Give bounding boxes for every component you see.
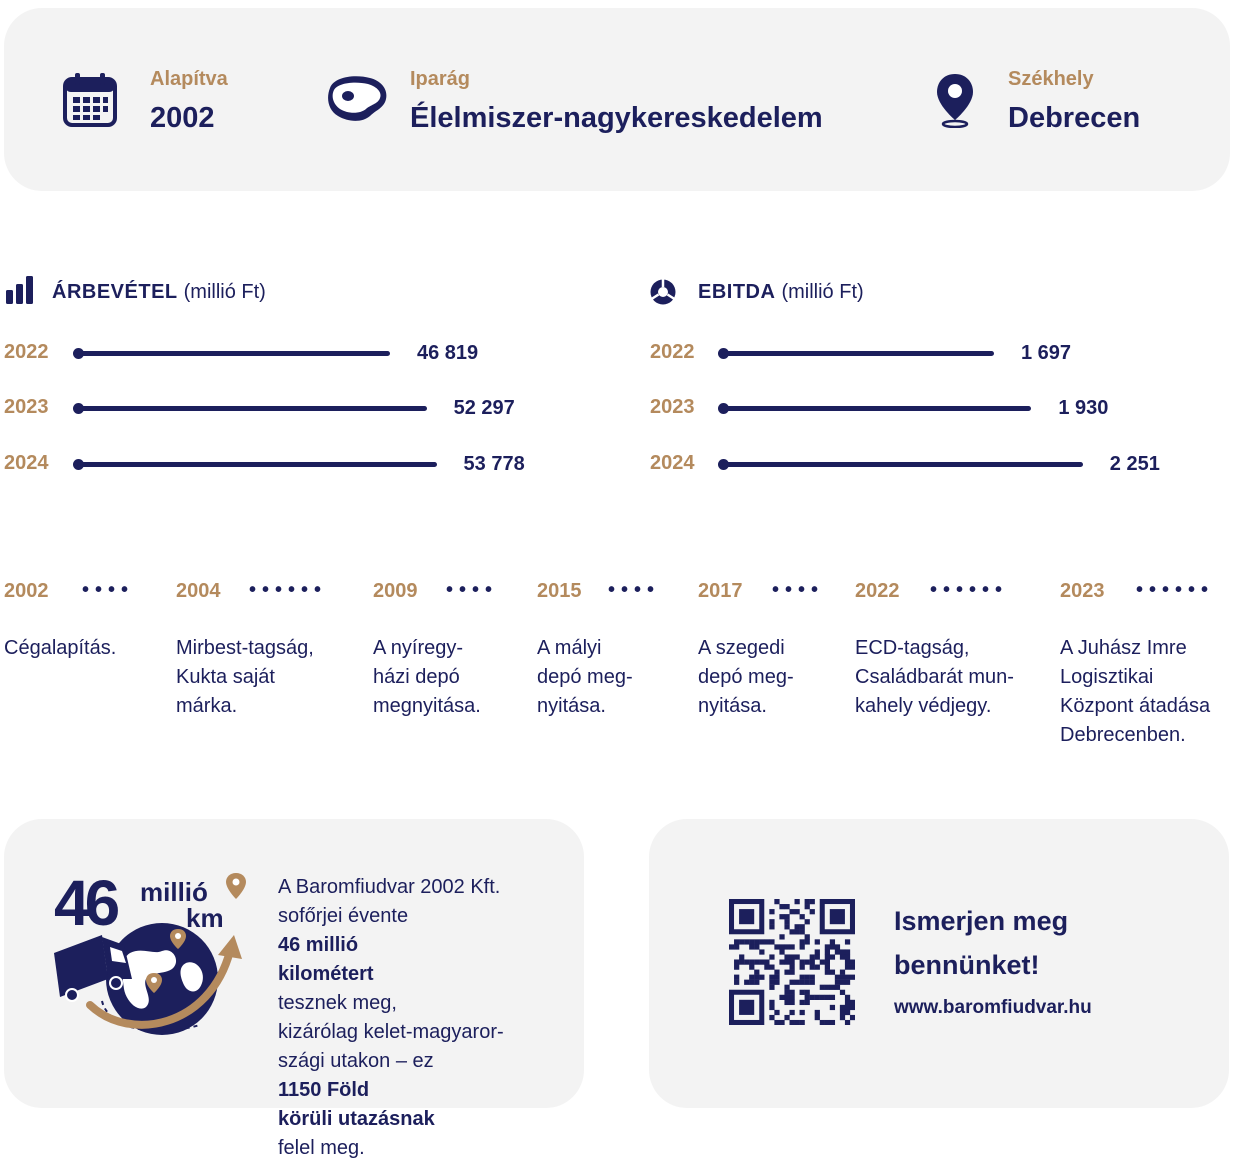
timeline-description-line: Debrecenben. [1060, 724, 1186, 746]
map-pin-icon [934, 72, 976, 128]
revenue-bar-row [4, 341, 604, 365]
globe-truck-logo [50, 867, 250, 1047]
ebitda-bar-row [650, 341, 1235, 365]
cta-card [649, 819, 1229, 1108]
timeline-connector-dots: •••• [608, 579, 661, 601]
qr-code-icon[interactable] [729, 899, 855, 1025]
timeline-description [1060, 634, 1210, 750]
revenue-bar-row [4, 396, 604, 420]
revenue-title [52, 281, 266, 304]
timeline-connector-dots: •••••• [249, 579, 328, 601]
timeline-connector-dots: •••••• [930, 579, 1009, 601]
km-description-text: sofőrjei évente [278, 905, 409, 927]
founded-label: Alapítva [150, 68, 228, 90]
revenue-title-main: ÁRBEVÉTEL [52, 281, 178, 303]
timeline-description-line: Családbarát mun- [855, 666, 1014, 688]
timeline-year: 2017 [698, 580, 743, 602]
steak-icon [324, 74, 390, 124]
revenue-bar [77, 406, 427, 411]
km-description-line [278, 1018, 578, 1047]
bar-chart-icon [6, 276, 34, 304]
revenue-bar [77, 351, 390, 356]
km-description [278, 873, 578, 1163]
timeline-description-line: A mályi [537, 637, 602, 659]
hq-label: Székhely [1008, 68, 1094, 90]
ebitda-bar-year: 2023 [650, 396, 695, 418]
logo-word: millió [140, 877, 208, 907]
hq-item [904, 8, 1224, 191]
revenue-bar-year: 2022 [4, 341, 49, 363]
timeline-description-line: megnyitása. [373, 695, 481, 717]
hq-value: Debrecen [1008, 102, 1141, 134]
logo-number: 46 [54, 867, 116, 939]
revenue-bar-value: 52 297 [453, 397, 515, 419]
timeline-description-line: Mirbest-tagság, [176, 637, 314, 659]
timeline-description [698, 634, 794, 721]
km-description-highlight: kilométert [278, 963, 374, 985]
ebitda-title-unit: (millió Ft) [781, 281, 864, 303]
logo-unit: km [186, 903, 224, 933]
timeline-connector-dots: •••• [82, 579, 135, 601]
website-link[interactable]: www.baromfiudvar.hu [894, 997, 1092, 1018]
km-description-line [278, 902, 578, 960]
timeline-description-line: Logisztikai [1060, 666, 1154, 688]
pie-chart-icon [649, 278, 677, 306]
km-description-highlight: körüli utazásnak [278, 1108, 435, 1130]
ebitda-bar-row [650, 452, 1235, 476]
km-description-text: tesznek meg, [278, 992, 397, 1014]
timeline-description [176, 634, 314, 721]
founded-item [4, 8, 304, 191]
timeline-year: 2022 [855, 580, 900, 602]
timeline-description-line: depó meg- [537, 666, 633, 688]
ebitda-title [698, 281, 864, 304]
km-description-highlight: 46 millió [278, 934, 359, 956]
km-card [4, 819, 584, 1159]
ebitda-bar-value: 1 697 [1021, 342, 1072, 364]
ebitda-bar-year: 2024 [650, 452, 695, 474]
timeline-year: 2023 [1060, 580, 1105, 602]
timeline-description-line: depó meg- [698, 666, 794, 688]
cta-title-line-1: Ismerjen meg [894, 906, 1069, 936]
revenue-bar-value: 46 819 [417, 342, 479, 364]
ebitda-bar [722, 351, 994, 356]
ebitda-bar [722, 462, 1083, 467]
revenue-bar-row [4, 452, 604, 476]
timeline-description-line: Cégalapítás. [4, 637, 117, 659]
timeline-description-line: A nyíregy- [373, 637, 464, 659]
km-description-line [278, 960, 578, 1018]
timeline-connector-dots: •••••• [1136, 579, 1215, 601]
timeline-year: 2009 [373, 580, 418, 602]
ebitda-bar-value: 1 930 [1058, 397, 1109, 419]
timeline-year: 2002 [4, 580, 49, 602]
ebitda-bar-value: 2 251 [1109, 453, 1160, 475]
revenue-bar-year: 2023 [4, 396, 49, 418]
timeline-description-line: márka. [176, 695, 238, 717]
ebitda-bar-row [650, 396, 1235, 420]
timeline-description [537, 634, 633, 721]
timeline-description-line: A szegedi [698, 637, 785, 659]
timeline-connector-dots: •••• [772, 579, 825, 601]
revenue-bar [77, 462, 437, 467]
industry-value: Élelmiszer-nagykereskedelem [410, 102, 823, 134]
timeline-description [373, 634, 481, 721]
km-description-text: kizárólag kelet-magyaror- [278, 1021, 504, 1043]
timeline-description-line: ECD-tagság, [855, 637, 970, 659]
km-description-highlight: 1150 Föld [278, 1079, 370, 1101]
timeline-description [4, 634, 116, 663]
km-description-text: szági utakon – ez [278, 1050, 434, 1072]
revenue-title-unit: (millió Ft) [183, 281, 266, 303]
timeline-description-line: Központ átadása [1060, 695, 1211, 717]
ebitda-title-main: EBITDA [698, 281, 776, 303]
timeline-description-line: kahely védjegy. [855, 695, 992, 717]
km-description-text: felel meg. [278, 1137, 365, 1159]
timeline-year: 2004 [176, 580, 221, 602]
timeline-description-line: nyitása. [537, 695, 606, 717]
km-description-text: A Baromfiudvar 2002 Kft. [278, 876, 501, 898]
km-description-line [278, 1047, 578, 1105]
ebitda-bar-year: 2022 [650, 341, 695, 363]
cta-title-line-2: bennünket! [894, 950, 1040, 980]
timeline-description-line: A Juhász Imre [1060, 637, 1187, 659]
timeline-connector-dots: •••• [446, 579, 499, 601]
ebitda-bar [722, 406, 1031, 411]
industry-label: Iparág [410, 68, 471, 90]
km-description-line [278, 873, 578, 902]
company-info-card [4, 8, 1230, 191]
cta-title [894, 899, 1068, 987]
calendar-icon [62, 71, 118, 129]
timeline-description-line: nyitása. [698, 695, 767, 717]
founded-value: 2002 [150, 102, 215, 134]
timeline-year: 2015 [537, 580, 582, 602]
timeline-description-line: házi depó [373, 666, 460, 688]
industry-item [304, 8, 904, 191]
revenue-bar-year: 2024 [4, 452, 49, 474]
timeline-description-line: Kukta saját [176, 666, 275, 688]
revenue-bar-value: 53 778 [463, 453, 525, 475]
timeline-description [855, 634, 1014, 721]
